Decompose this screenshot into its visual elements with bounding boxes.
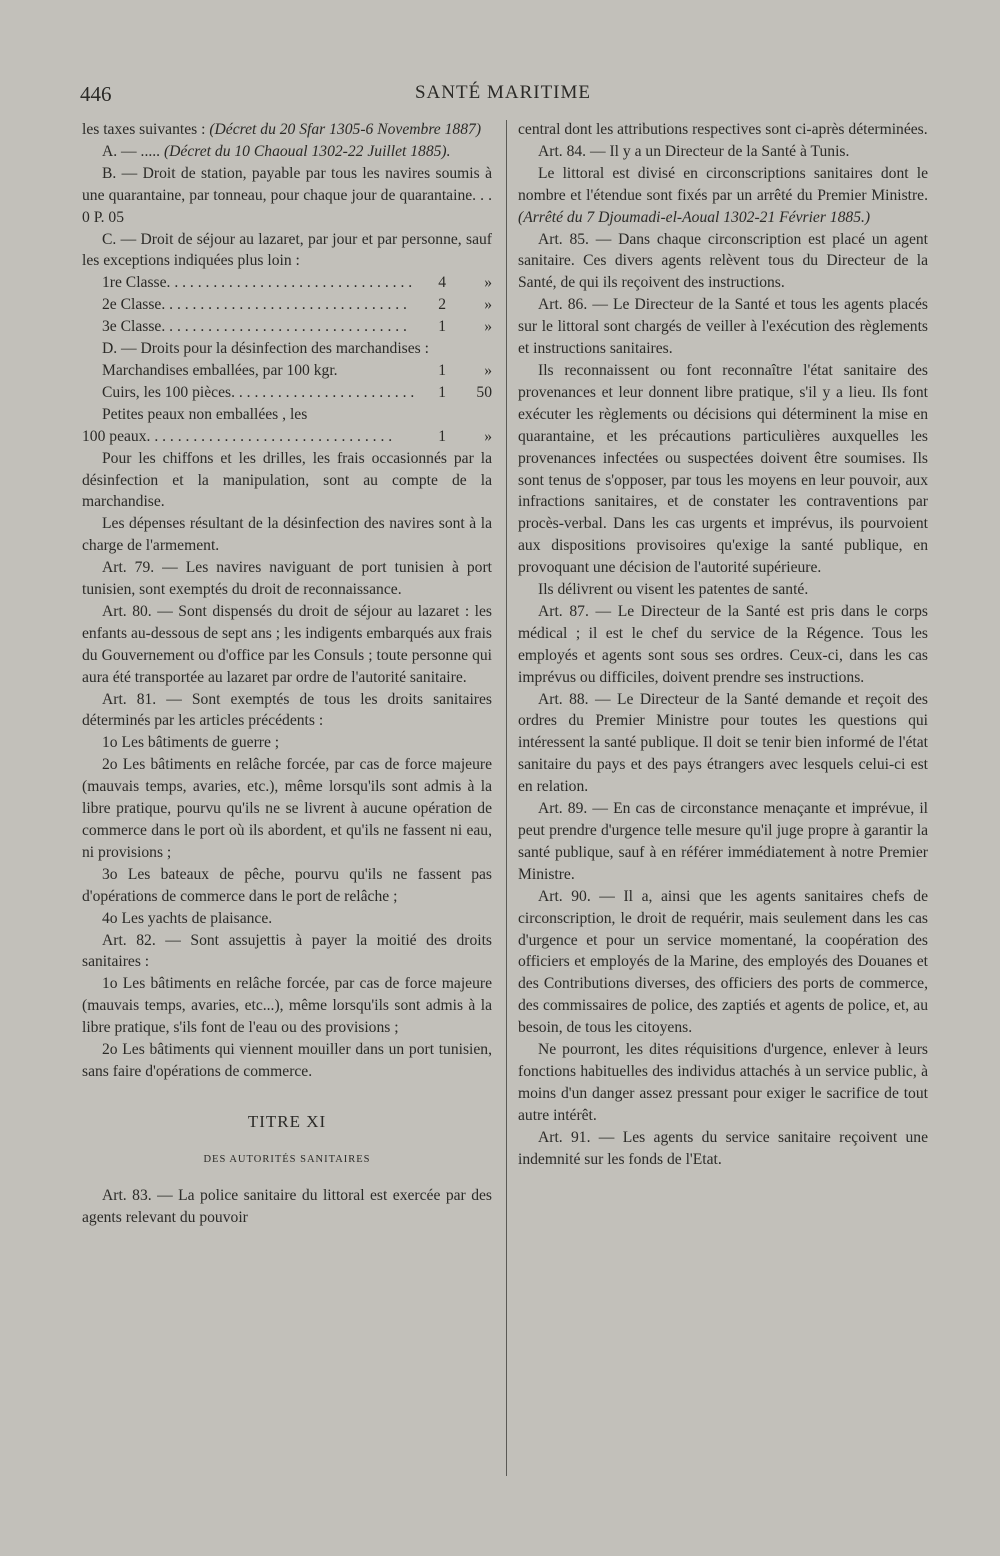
paragraph: Le littoral est divisé en circonscriptions sanitaires dont le nombre et l'étendue sont fixés par un arrêté du Premier Ministre. (Arrêté du 7 Djoumadi-el-Aoual 1302-21 Février 1885.) <box>518 164 928 226</box>
article-82: Art. 82. — Sont assujettis à payer la moitié des droits sanitaires : <box>82 931 492 971</box>
decree-reference: (Décret du 20 Sfar 1305-6 Novembre 1887) <box>209 121 482 138</box>
article-81: Art. 81. — Sont exemptés de tous les droits sanitaires déterminés par les articles précédents : <box>82 690 492 730</box>
list-item: 4o Les yachts de plaisance. <box>102 909 273 927</box>
left-column <box>82 119 492 1229</box>
right-column <box>518 119 928 1171</box>
class-row: 2e Classe . . . 2 » <box>82 294 492 316</box>
item-d: D. — Droits pour la désinfection des marchandises : <box>102 340 429 358</box>
article-84: Art. 84. — Il y a un Directeur de la Santé à Tunis. <box>538 142 850 160</box>
item-c: C. — Droit de séjour au lazaret, par jour et par personne, sauf les exceptions indiquées plus loin : <box>82 230 492 270</box>
paragraph: central dont les attributions respectives sont ci-après déterminées. <box>518 121 928 138</box>
list-item: 2o Les bâtiments qui viennent mouiller dans un port tunisien, sans faire d'opérations de commerce. <box>82 1041 492 1080</box>
paragraph: Ne pourront, les dites réquisitions d'urgence, enlever à leurs fonctions habituelles des individus attachés à un service public, à moins d'un danger assez pressant pour exiger le sacrifice de tout autre intérêt. <box>518 1041 928 1124</box>
article-85: Art. 85. — Dans chaque circonscription est placé un agent sanitaire. Ces divers agents relèvent tous du Directeur de la Santé, de qui ils reçoivent des instructions. <box>518 230 928 292</box>
section-title: TITRE XI <box>247 1111 327 1131</box>
decree-reference: (Arrêté du 7 Djoumadi-el-Aoual 1302-21 Février 1885.) <box>518 208 871 226</box>
paragraph: Les dépenses résultant de la désinfection des navires sont à la charge de l'armement. <box>82 515 492 555</box>
page-number: 446 <box>80 82 112 106</box>
item-b: B. — Droit de station, payable par tous les navires soumis à une quarantaine, par tonneau, pour chaque jour de quarantaine. . . 0 P. 05 <box>82 164 492 226</box>
decree-reference: (Décret du 10 Chaoual 1302-22 Juillet 1885). <box>163 142 451 160</box>
class-row: 1re Classe . . . 4 » <box>82 272 492 294</box>
paragraph: Ils reconnaissent ou font reconnaître l'état sanitaire des provenances et leur donnent libre pratique, s'il y a lieu. Ils font exécuter les règlements ou décisions qui déterminent la mise en quarantaine, et les précautions particulières auxquelles les provenances infectées ou suspectées doivent être soumises. Ils sont tenus de s'opposer, par tous les moyens en leur pouvoir, aux infractions sanitaires, et de constater les contraventions par procès-verbal. Dans les cas urgents et imprévus, ils pourvoient aux dispositions provisoires qu'exige la santé publique, en provoquant une décision de l'autorité supérieure. <box>518 361 928 577</box>
tariff-row: Marchandises emballées, par 100 kgr. 1 » <box>102 361 492 379</box>
list-item: 2o Les bâtiments en relâche forcée, par cas de force majeure (mauvais temps, avaries, etc.), même lorsqu'ils sont admis à la libre pratique, pourvu qu'ils ne se livrent à aucune opération de commerce dans le port où ils abordent, et qu'ils ne fassent ni eau, ni provisions ; <box>82 756 492 861</box>
section-subtitle: DES AUTORITÉS SANITAIRES <box>203 1153 371 1165</box>
article-87: Art. 87. — Le Directeur de la Santé est pris dans le corps médical ; il est le chef du service de la Régence. Tous les employés et agents sont sous ses ordres. Ceux-ci, dans les cas imprévus ou difficiles, doivent prendre ses instructions. <box>518 602 928 686</box>
article-90: Art. 90. — Il a, ainsi que les agents sanitaires chefs de circonscription, le droit de requérir, mais seulement dans les cas d'urgence et pour un service momentané, la coopération des officiers et employés de la Marine, des employés des Douanes et des Contributions diverses, des officiers des ports de commerce, des commissaires de police, des zaptiés et agents de police, et, au besoin, de tous les citoyens. <box>518 887 928 1037</box>
tariff-row: Petites peaux non emballées , les <box>102 405 308 423</box>
paragraph: Pour les chiffons et les drilles, les frais occasionnés par la désinfection et la manipulation, sont au compte de la marchandise. <box>82 449 492 511</box>
article-79: Art. 79. — Les navires naviguant de port tunisien à port tunisien, sont exemptés du droit de reconnaissance. <box>82 559 492 599</box>
tariff-row: 100 peaux . . . 1 » <box>82 426 492 448</box>
article-86: Art. 86. — Le Directeur de la Santé et tous les agents placés sur le littoral sont chargés de veiller à l'exécution des règlements et instructions sanitaires. <box>518 296 928 358</box>
running-title: SANTÉ MARITIME <box>414 82 592 103</box>
page-header <box>80 82 926 112</box>
list-item: 3o Les bateaux de pêche, pourvu qu'ils ne fassent pas d'opérations de commerce dans le port de relâche ; <box>82 865 492 905</box>
list-item: 1o Les bâtiments en relâche forcée, par cas de force majeure (mauvais temps, avaries, etc...), même lorsqu'ils sont admis à la libre pratique, s'ils font de l'eau ou des provisions ; <box>82 975 492 1037</box>
article-89: Art. 89. — En cas de circonstance menaçante et imprévue, il peut prendre d'urgence telle mesure qu'il juge propre à garantir la santé publique, sauf à en référer immédiatement à notre Premier Ministre. <box>518 800 928 883</box>
article-83: Art. 83. — La police sanitaire du littoral est exercée par des agents relevant du pouvoir <box>82 1186 492 1226</box>
article-88: Art. 88. — Le Directeur de la Santé demande et reçoit des ordres du Premier Ministre pour toutes les questions qui intéressent la santé publique. Il doit se tenir bien informé de l'état sanitaire du pays et des pays étrangers avec lesquels celui-ci est en relation. <box>518 690 928 796</box>
column-divider <box>506 120 507 1476</box>
article-91: Art. 91. — Les agents du service sanitaire reçoivent une indemnité sur les fonds de l'Etat. <box>518 1128 928 1168</box>
tariff-row: Cuirs, les 100 pièces . . . 1 50 <box>82 382 492 404</box>
article-80: Art. 80. — Sont dispensés du droit de séjour au lazaret : les enfants au-dessous de sept ans ; les indigents embarqués aux frais du Gouvernement ou d'office par les Consuls ; toute personne qui aura été transportée au lazaret par ordre de l'autorité sanitaire. <box>82 602 492 686</box>
intro-paragraph: les taxes suivantes : (Décret du 20 Sfar 1305-6 Novembre 1887) <box>82 121 482 138</box>
class-row: 3e Classe . . . 1 » <box>82 316 492 338</box>
item-a: A. — ..... (Décret du 10 Chaoual 1302-22 Juillet 1885). <box>102 142 451 160</box>
list-item: 1o Les bâtiments de guerre ; <box>102 734 280 752</box>
paragraph: Ils délivrent ou visent les patentes de santé. <box>538 581 809 599</box>
